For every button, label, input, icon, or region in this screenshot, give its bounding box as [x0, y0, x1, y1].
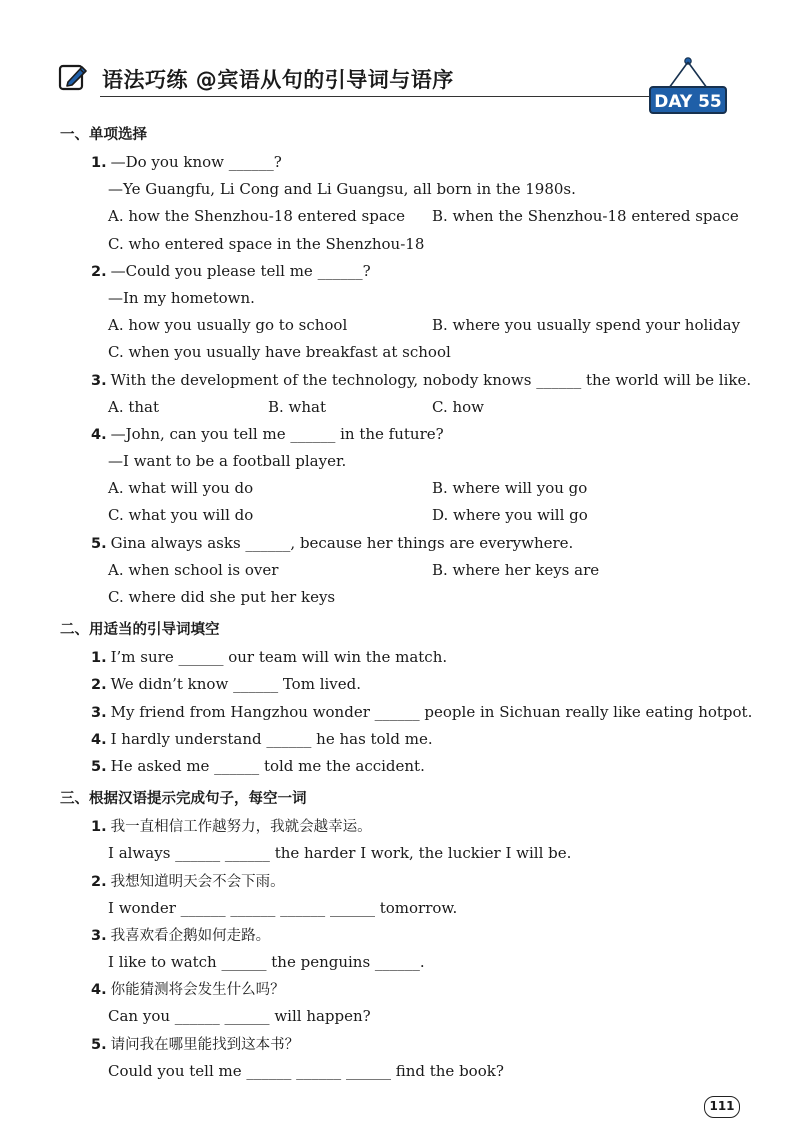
option-row	[60, 557, 760, 584]
option-row	[60, 394, 760, 421]
question-number: 2.	[91, 873, 107, 890]
question-number: 1.	[91, 155, 107, 171]
chinese-prompt: 我想知道明天会不会下雨。	[110, 873, 285, 890]
question-line	[60, 149, 760, 176]
exercise-content	[60, 116, 760, 1085]
question-line	[60, 671, 760, 698]
question-prompt-zh	[60, 922, 760, 949]
question-number: 3.	[91, 704, 107, 721]
answer-option: B. what	[268, 397, 327, 416]
question-number: 4.	[91, 731, 107, 748]
answer-option: C. how	[432, 397, 485, 416]
question-number: 3.	[91, 372, 107, 389]
question-line	[60, 367, 760, 394]
chinese-prompt: 你能猜测将会发生什么吗？	[110, 982, 285, 999]
option-row	[60, 312, 760, 339]
question-number: 4.	[91, 982, 107, 999]
question-text: He asked me ______ told me the accident.	[110, 756, 425, 775]
answer-option: C. what you will do	[108, 506, 254, 525]
dialogue-text: —I want to be a football player.	[108, 452, 347, 471]
answer-line	[60, 1003, 760, 1030]
question-number: 2.	[91, 263, 107, 280]
question-line	[60, 530, 760, 557]
question-line	[60, 258, 760, 285]
option-row	[60, 339, 760, 366]
question-text: I hardly understand ______ he has told me.	[110, 729, 433, 748]
question-line	[60, 753, 760, 780]
section-2	[60, 617, 760, 780]
option-row	[60, 502, 760, 529]
answer-option: B. where her keys are	[432, 560, 600, 579]
question-line	[60, 644, 760, 671]
day-badge-group	[649, 56, 729, 114]
dialogue-text: —In my hometown.	[108, 288, 255, 307]
answer-option: D. where you will go	[432, 506, 588, 525]
section-title: 三、根据汉语提示完成句子，每空一词	[60, 791, 307, 808]
chinese-prompt: 我喜欢看企鹅如何走路。	[110, 927, 271, 944]
dialogue-line	[60, 448, 760, 475]
question-text: —Could you please tell me ______?	[110, 261, 371, 280]
answer-line	[60, 840, 760, 867]
dialogue-line	[60, 285, 760, 312]
answer-option: C. when you usually have breakfast at school	[108, 343, 451, 362]
question-prompt-zh	[60, 868, 760, 895]
question-line	[60, 699, 760, 726]
chinese-prompt: 我一直相信工作越努力，我就会越幸运。	[110, 819, 372, 836]
question-text: Gina always asks ______, because her things are everywhere.	[110, 533, 574, 552]
answer-option: C. where did she put her keys	[108, 588, 336, 606]
question-number: 1.	[91, 650, 107, 667]
question-number: 2.	[91, 677, 107, 694]
answer-option: A. how the Shenzhou-18 entered space	[108, 207, 406, 226]
question-number: 5.	[91, 758, 107, 775]
pencil-note-icon	[58, 62, 90, 92]
question-number: 1.	[91, 819, 107, 836]
dialogue-line	[60, 176, 760, 203]
page-number: 111	[704, 1096, 740, 1118]
answer-option: A. what will you do	[108, 479, 254, 498]
dialogue-text: —Ye Guangfu, Li Cong and Li Guangsu, all born in the 1980s.	[108, 180, 576, 199]
section-1	[60, 122, 760, 611]
option-row	[60, 475, 760, 502]
question-text: With the development of the technology, nobody knows ______ the world will be like.	[110, 370, 752, 389]
answer-text: Can you ______ ______ will happen?	[108, 1007, 371, 1026]
day-badge: DAY 55	[649, 86, 727, 114]
question-prompt-zh	[60, 1031, 760, 1058]
answer-line	[60, 949, 760, 976]
title-underline	[100, 96, 674, 97]
answer-text: I wonder ______ ______ ______ ______ tomorrow.	[108, 898, 458, 917]
answer-option: A. that	[108, 397, 160, 416]
question-number: 5.	[91, 535, 107, 552]
answer-option: C. who entered space in the Shenzhou-18	[108, 234, 425, 253]
answer-line	[60, 895, 760, 922]
answer-option: B. where you usually spend your holiday	[432, 316, 741, 335]
question-prompt-zh	[60, 813, 760, 840]
answer-text: I like to watch ______ the penguins ______.	[108, 953, 425, 972]
answer-line	[60, 1058, 760, 1085]
answer-text: Could you tell me ______ ______ ______ find the book?	[108, 1061, 504, 1080]
option-row	[60, 584, 760, 611]
question-text: —Do you know ______?	[110, 153, 282, 171]
answer-option: B. where will you go	[432, 479, 588, 498]
option-row	[60, 231, 760, 258]
option-row	[60, 203, 760, 230]
question-text: —John, can you tell me ______ in the future?	[110, 424, 444, 443]
answer-option: A. how you usually go to school	[108, 316, 348, 335]
section-title: 二、用适当的引导词填空	[60, 622, 220, 639]
answer-option: B. when the Shenzhou-18 entered space	[432, 207, 739, 226]
answer-option: A. when school is over	[108, 560, 279, 579]
question-number: 4.	[91, 426, 107, 443]
chinese-prompt: 请问我在哪里能找到这本书？	[110, 1036, 300, 1053]
question-prompt-zh	[60, 976, 760, 1003]
question-line	[60, 421, 760, 448]
answer-text: I always ______ ______ the harder I work, the luckier I will be.	[108, 844, 572, 863]
section-3	[60, 786, 760, 1085]
page-header	[54, 56, 754, 116]
question-number: 3.	[91, 927, 107, 944]
question-text: We didn’t know ______ Tom lived.	[110, 675, 362, 694]
hanger-icon	[665, 56, 711, 90]
section-title: 一、单项选择	[60, 127, 147, 143]
question-line	[60, 726, 760, 753]
question-text: I’m sure ______ our team will win the match.	[110, 648, 448, 667]
question-number: 5.	[91, 1036, 107, 1053]
question-text: My friend from Hangzhou wonder ______ people in Sichuan really like eating hotpot.	[110, 702, 753, 721]
page-title: 语法巧练 @宾语从句的引导词与语序	[102, 68, 454, 92]
